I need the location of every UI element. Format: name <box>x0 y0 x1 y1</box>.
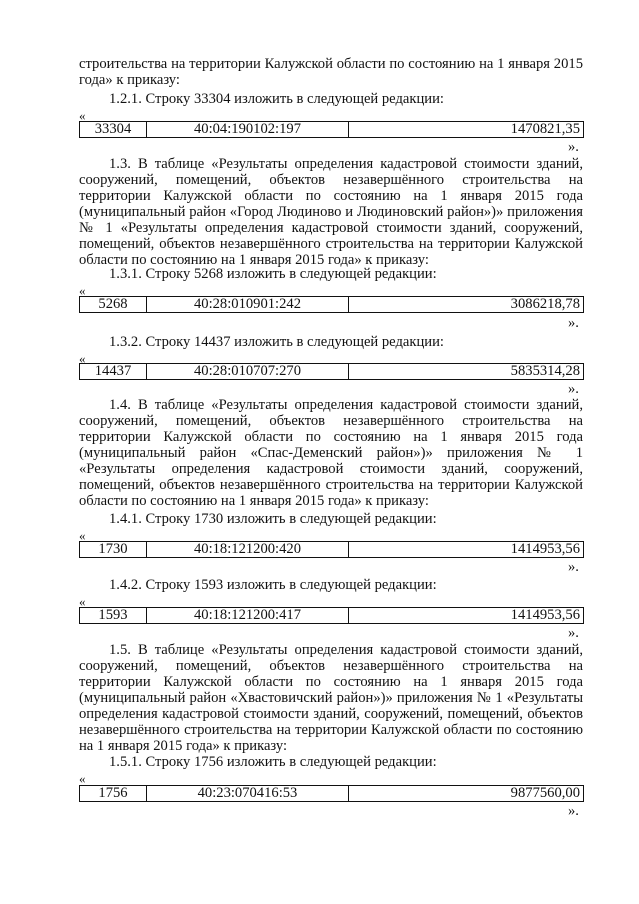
cadastral-number: 40:04:190102:197 <box>147 122 349 138</box>
open-quote: « <box>79 771 86 786</box>
cadastral-number: 40:18:121200:417 <box>147 608 349 624</box>
table-row-14437 <box>79 363 584 380</box>
clause-1-4-paragraph: 1.4. В таблице «Результаты определения кадастровой стоимости зданий, сооружений, помещений, объектов незавершённого строительства на территории Калужской области по состоянию на 1 января 2015 года (муниципальный район «Спас-Деменский район»)» приложения № 1 «Результаты определения кадастровой стоимости зданий, сооружений, помещений, объектов незавершённого строительства на территории Калужской области по состоянию на 1 января 2015 года» к приказу: <box>79 397 583 509</box>
close-quote: ». <box>568 625 579 641</box>
close-quote: ». <box>568 139 579 155</box>
cadastral-number: 40:23:070416:53 <box>147 786 349 802</box>
cadastral-value: 5835314,28 <box>349 364 584 380</box>
row-number: 33304 <box>80 122 147 138</box>
cadastral-number: 40:28:010901:242 <box>147 297 349 313</box>
cadastral-value: 1414953,56 <box>349 608 584 624</box>
row-number: 5268 <box>80 297 147 313</box>
cadastral-value: 3086218,78 <box>349 297 584 313</box>
clause-1-2-1-label: 1.2.1. Строку 33304 изложить в следующей редакции: <box>109 91 444 107</box>
intro-paragraph: строительства на территории Калужской области по состоянию на 1 января 2015 года» к приказу: <box>79 56 583 88</box>
clause-1-3-1-label: 1.3.1. Строку 5268 изложить в следующей редакции: <box>109 266 437 282</box>
row-number: 14437 <box>80 364 147 380</box>
cadastral-value: 1470821,35 <box>349 122 584 138</box>
open-quote: « <box>79 283 86 298</box>
table-row-1593 <box>79 607 584 624</box>
cadastral-number: 40:28:010707:270 <box>147 364 349 380</box>
clause-1-5-paragraph: 1.5. В таблице «Результаты определения кадастровой стоимости зданий, сооружений, помещений, объектов незавершённого строительства на территории Калужской области по состоянию на 1 января 2015 года (муниципальный район «Хвастовичский район»)» приложения № 1 «Результаты определения кадастровой стоимости зданий, сооружений, помещений, объектов незавершённого строительства на территории Калужской области по состоянию на 1 января 2015 года» к приказу: <box>79 642 583 754</box>
open-quote: « <box>79 594 86 609</box>
row-number: 1756 <box>80 786 147 802</box>
table-row-1730 <box>79 541 584 558</box>
clause-1-3-paragraph: 1.3. В таблице «Результаты определения кадастровой стоимости зданий, сооружений, помещений, объектов незавершённого строительства на территории Калужской области по состоянию на 1 января 2015 года (муниципальный район «Город Людиново и Людиновский район»)» приложения № 1 «Результаты определения кадастровой стоимости зданий, сооружений, помещений, объектов незавершённого строительства на территории Калужской области по состоянию на 1 января 2015 года» к приказу: <box>79 156 583 268</box>
cadastral-value: 1414953,56 <box>349 542 584 558</box>
clause-1-5-1-label: 1.5.1. Строку 1756 изложить в следующей редакции: <box>109 754 437 770</box>
close-quote: ». <box>568 803 579 819</box>
row-number: 1593 <box>80 608 147 624</box>
clause-1-4-2-label: 1.4.2. Строку 1593 изложить в следующей редакции: <box>109 577 437 593</box>
open-quote: « <box>79 528 86 543</box>
open-quote: « <box>79 108 86 123</box>
table-row-5268 <box>79 296 584 313</box>
table-row-1756 <box>79 785 584 802</box>
close-quote: ». <box>568 559 579 575</box>
close-quote: ». <box>568 381 579 397</box>
open-quote: « <box>79 351 86 366</box>
clause-1-3-2-label: 1.3.2. Строку 14437 изложить в следующей редакции: <box>109 334 444 350</box>
row-number: 1730 <box>80 542 147 558</box>
cadastral-number: 40:18:121200:420 <box>147 542 349 558</box>
close-quote: ». <box>568 315 579 331</box>
clause-1-4-1-label: 1.4.1. Строку 1730 изложить в следующей редакции: <box>109 511 437 527</box>
table-row-33304 <box>79 121 584 138</box>
cadastral-value: 9877560,00 <box>349 786 584 802</box>
